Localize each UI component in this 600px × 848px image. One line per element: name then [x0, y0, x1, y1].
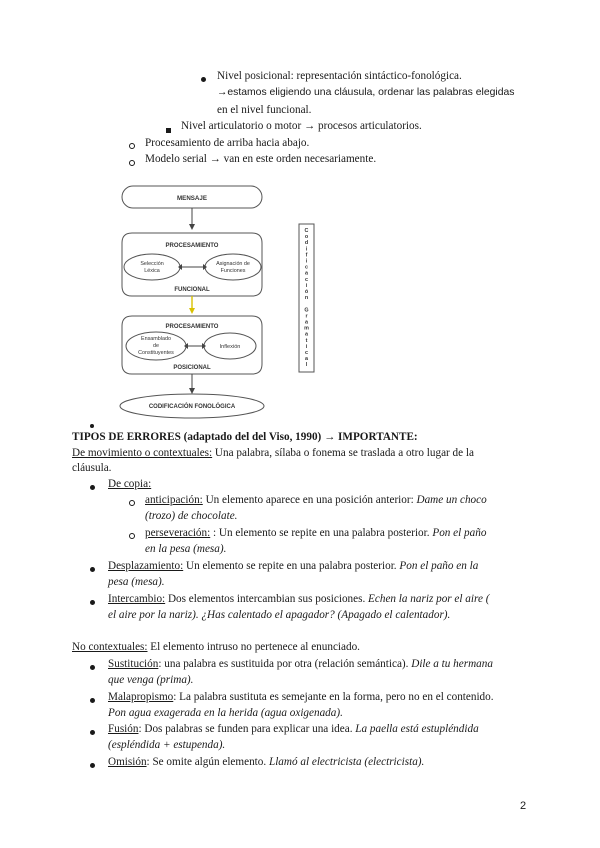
vertical-letter: c	[305, 350, 308, 356]
bullet-circle	[129, 530, 135, 543]
inflexion-label: Inflexión	[219, 344, 241, 350]
vertical-letter: i	[305, 258, 308, 265]
vertical-letter: G	[304, 307, 309, 314]
sustitucion-example-2: que venga (prima).	[108, 674, 194, 686]
malapropismo-example: Pon agua exagerada en la herida (agua oxigenada).	[108, 707, 343, 719]
movimiento-line-2: cláusula.	[72, 462, 112, 474]
bullet-dot	[90, 661, 95, 674]
copia-label: De copia:	[108, 478, 152, 490]
ensamblado-label-2: de	[153, 343, 159, 349]
no-contextuales-line	[72, 641, 360, 654]
nivel-articulatorio-text: Nivel articulatorio o motor → procesos articulatorios.	[181, 120, 422, 132]
seleccion-label-2: Léxica	[144, 268, 160, 274]
nivel-posicional-cont2: en el nivel funcional.	[217, 104, 312, 116]
desplazamiento-text: Un elemento se repite en una palabra posterior.	[183, 560, 400, 572]
bullet-dot	[90, 726, 95, 739]
desplazamiento-example-1: Pon el paño en la	[399, 560, 479, 572]
fusion-label: Fusión	[108, 723, 139, 735]
intercambio-example-1: Echen la nariz por el aire (	[368, 593, 490, 605]
bullet-dot	[90, 694, 95, 707]
vertical-letter: c	[305, 264, 308, 271]
anticipacion-example-1: Dame un choco	[416, 494, 487, 506]
procesamiento-text: Procesamiento de arriba hacia abajo.	[145, 137, 310, 149]
bullet-dot	[90, 596, 95, 609]
intercambio-line-1	[108, 593, 489, 606]
vertical-letter: a	[305, 356, 308, 363]
perseveracion-text: : Un elemento se repite en una palabra posterior.	[210, 527, 433, 539]
bullet-dot	[201, 73, 206, 86]
funcional-label: FUNCIONAL	[174, 287, 210, 293]
malapropismo-line-1	[108, 691, 494, 704]
perseveracion-example-2: en la pesa (mesa).	[145, 543, 227, 555]
anticipacion-example-2: (trozo) de chocolate.	[145, 510, 238, 522]
vertical-letter: a	[305, 331, 308, 338]
no-contextuales-text: El elemento intruso no pertenece al enunciado.	[147, 641, 360, 653]
vertical-letter: a	[305, 319, 308, 326]
vertical-letter: r	[305, 313, 308, 320]
perseveracion-line-1	[145, 527, 486, 540]
production-model-diagram	[112, 178, 324, 423]
page-number: 2	[520, 800, 527, 812]
intercambio-text: Dos elementos intercambian sus posiciones.	[165, 593, 369, 605]
mensaje-label: MENSAJE	[177, 195, 207, 202]
intercambio-label: Intercambio:	[108, 593, 166, 605]
desplazamiento-label: Desplazamiento:	[108, 560, 184, 572]
vertical-letter: c	[305, 276, 308, 283]
seleccion-label-1: Selección	[140, 261, 164, 267]
vertical-letter: n	[304, 295, 309, 302]
errores-heading: TIPOS DE ERRORES (adaptado del del Viso, 1990) → IMPORTANTE:	[72, 431, 418, 443]
bullet-circle	[129, 497, 135, 510]
malapropismo-label: Malapropismo	[108, 691, 174, 703]
malapropismo-text: : La palabra sustituta es semejante en la forma, pero no en el contenido.	[173, 691, 494, 703]
omision-line	[108, 756, 424, 769]
movimiento-text: Una palabra, sílaba o fonema se traslada a otro lugar de la	[212, 447, 474, 459]
codificacion-label: CODIFICACIÓN FONOLÓGICA	[148, 404, 236, 410]
vertical-letter: ó	[304, 289, 309, 295]
bullet-dot	[90, 481, 95, 494]
vertical-letter: o	[304, 234, 309, 241]
bullet-square	[166, 124, 171, 137]
asignacion-label-1: Asignación de	[216, 261, 250, 267]
nivel-posicional-text: Nivel posicional: representación sintáctico-fonológica.	[217, 70, 462, 82]
intercambio-example-2: el aire por la nariz). ¿Has calentado el apagador? (Apagado el calentador).	[108, 609, 451, 621]
seleccion-ellipse	[124, 254, 180, 280]
bullet-dot	[90, 563, 95, 576]
modelo-serial-text: Modelo serial → van en este orden necesariamente.	[145, 153, 377, 165]
ensamblado-label-3: Constituyentes	[138, 350, 174, 356]
asignacion-label-2: Funciones	[220, 268, 246, 274]
nivel-posicional-cont1: →estamos eligiendo una cláusula, ordenar las palabras elegidas	[217, 87, 515, 98]
sustitucion-text: : una palabra es sustituida por otra (relación semántica).	[158, 658, 412, 670]
sustitucion-label: Sustitución	[108, 658, 159, 670]
omision-text: : Se omite algún elemento.	[146, 756, 269, 768]
desplazamiento-example-2: pesa (mesa).	[108, 576, 165, 588]
bullet-circle	[129, 157, 135, 170]
fusion-text: : Dos palabras se funden para explicar una idea.	[138, 723, 356, 735]
omision-label: Omisión	[108, 756, 147, 768]
vertical-letter: f	[305, 252, 308, 259]
movimiento-label: De movimiento o contextuales:	[72, 447, 213, 459]
vertical-letter: m	[304, 325, 309, 332]
no-contextuales-label: No contextuales:	[72, 641, 148, 653]
procesamiento-2-label: PROCESAMIENTO	[165, 324, 219, 330]
vertical-letter: a	[305, 270, 308, 277]
vertical-letter: l	[305, 362, 308, 369]
omision-example: Llamó al electricista (electricista).	[268, 756, 425, 768]
perseveracion-label: perseveración:	[145, 527, 211, 539]
bullet-dot	[90, 759, 95, 772]
vertical-letter: i	[305, 246, 308, 253]
bullet-circle	[129, 140, 135, 153]
fusion-line-1	[108, 723, 479, 736]
sustitucion-example-1: Dile a tu hermana	[411, 658, 493, 670]
anticipacion-text: Un elemento aparece en una posición anterior:	[202, 494, 417, 506]
anticipacion-label: anticipación:	[145, 494, 203, 506]
posicional-label: POSICIONAL	[173, 365, 211, 371]
ensamblado-label-1: Ensamblado	[141, 336, 171, 342]
fusion-example-1: La paella está estupléndida	[355, 723, 479, 735]
desplazamiento-line-1	[108, 560, 478, 573]
vertical-letter: C	[304, 228, 309, 234]
vertical-letter: d	[304, 240, 309, 247]
sustitucion-line-1	[108, 658, 493, 671]
asignacion-ellipse	[205, 254, 261, 280]
procesamiento-1-label: PROCESAMIENTO	[165, 243, 219, 249]
anticipacion-line-1	[145, 494, 487, 507]
perseveracion-example-1: Pon el paño	[432, 527, 487, 539]
vertical-letter: t	[305, 337, 308, 344]
movimiento-line-1	[72, 447, 474, 460]
vertical-letter: i	[305, 282, 308, 289]
vertical-letter: i	[305, 343, 308, 350]
fusion-example-2: (espléndida + estupenda).	[108, 739, 226, 751]
